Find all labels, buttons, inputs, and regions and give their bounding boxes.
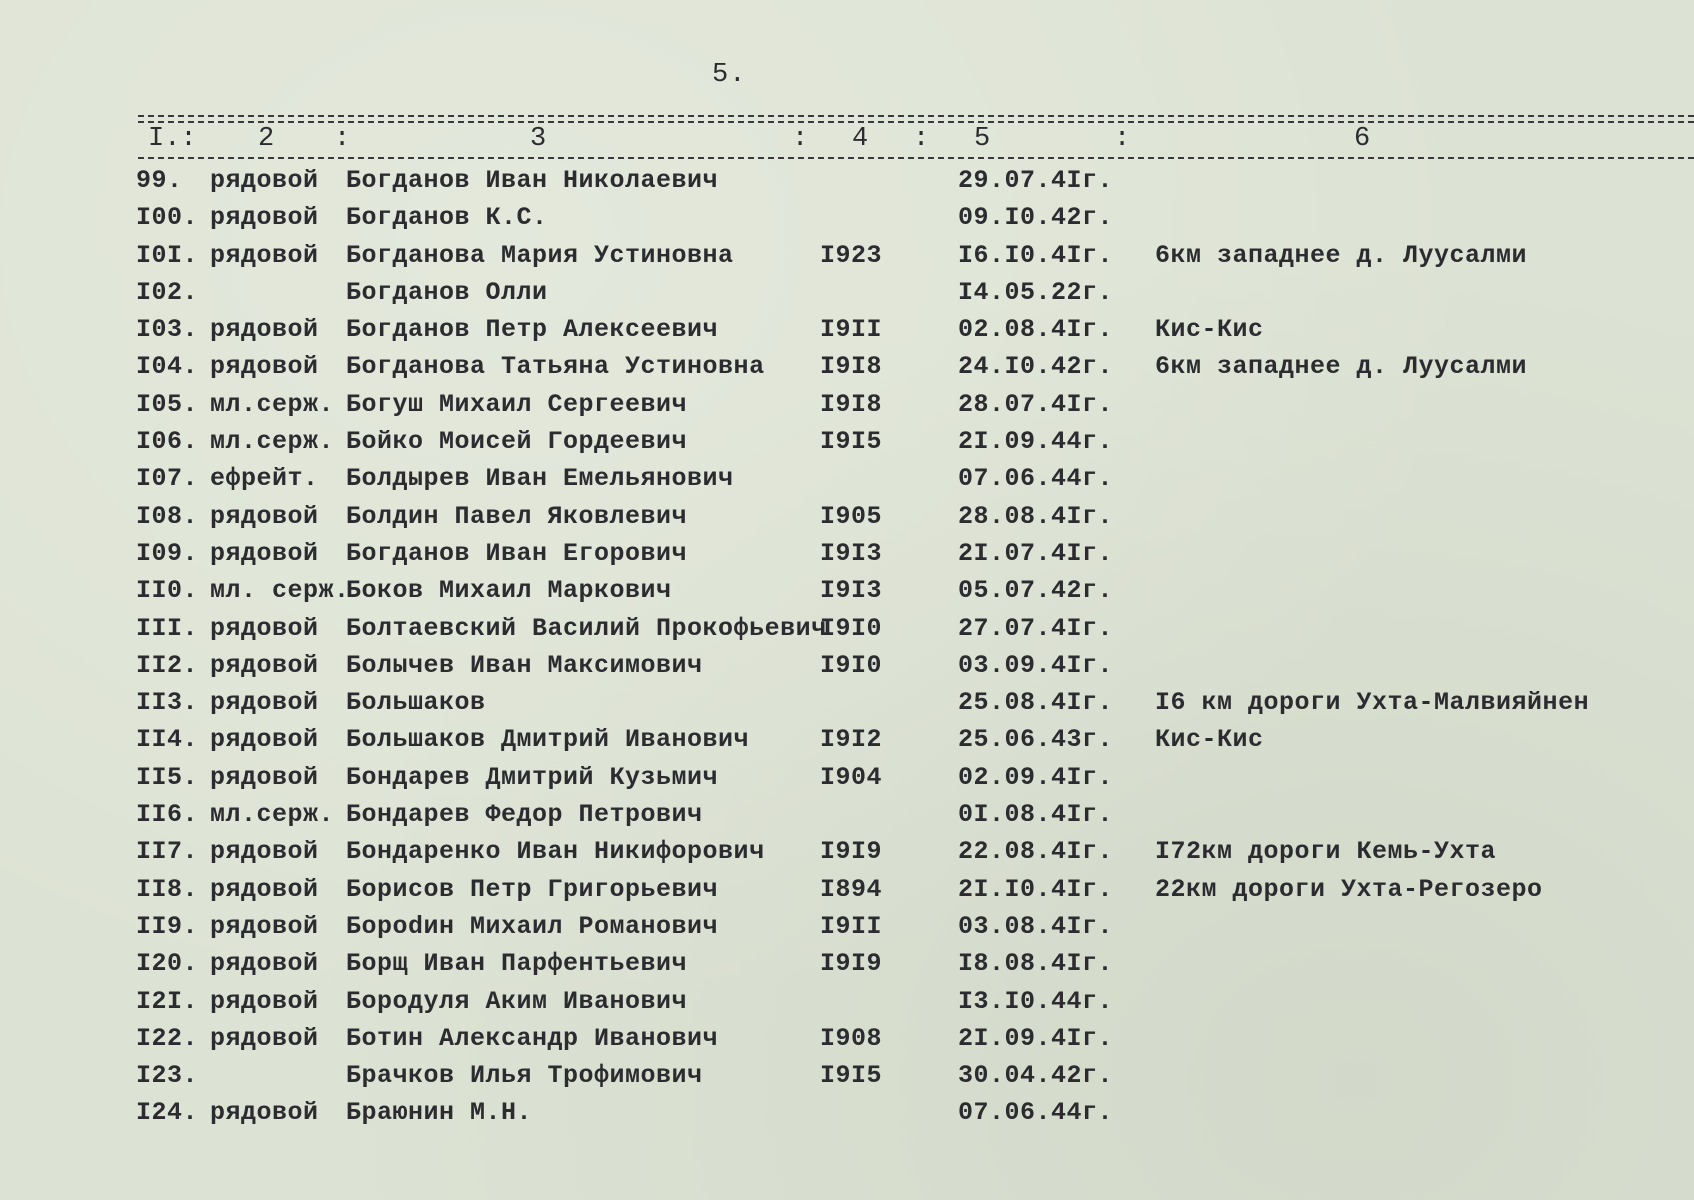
column-header-6: 6 xyxy=(1354,124,1371,154)
record-rank: мл.серж. xyxy=(210,800,335,830)
record-rank: рядовой xyxy=(210,911,319,941)
record-death-date: I8.08.4Iг. xyxy=(958,949,1114,979)
record-rank: рядовой xyxy=(210,725,319,755)
table-row xyxy=(0,759,1694,796)
record-death-date: 03.08.4Iг. xyxy=(958,911,1114,941)
record-number: I03. xyxy=(136,315,199,345)
record-name: Большаков Дмитрий Иванович xyxy=(346,725,750,755)
record-death-date: 09.I0.42г. xyxy=(958,203,1114,233)
record-rank: рядовой xyxy=(210,1023,319,1053)
record-death-date: 29.07.4Iг. xyxy=(958,166,1114,195)
record-rank: рядовой xyxy=(210,166,319,195)
record-name: Бородуля Аким Иванович xyxy=(346,986,688,1016)
record-death-date: 25.08.4Iг. xyxy=(958,688,1114,718)
record-name: Бондарев Дмитрий Кузьмич xyxy=(346,762,719,792)
record-name: Болычев Иван Максимович xyxy=(346,650,703,680)
record-list xyxy=(0,162,1694,1132)
record-death-date: 05.07.42г. xyxy=(958,576,1114,606)
record-number: II9. xyxy=(136,911,199,941)
record-burial-place: Кис-Кис xyxy=(1155,725,1264,755)
record-name: Богданов Олли xyxy=(346,277,548,307)
record-death-date: 22.08.4Iг. xyxy=(958,837,1114,867)
record-name: Богданова Мария Устиновна xyxy=(346,240,734,270)
record-name: Борисов Петр Григорьевич xyxy=(346,874,719,904)
header-rule-top-second xyxy=(138,121,1694,123)
record-name: Брачков Илья Трофимович xyxy=(346,1061,703,1091)
record-number: I04. xyxy=(136,352,199,382)
column-header-2: 2 xyxy=(258,124,275,154)
record-name: Богданов Иван Егорович xyxy=(346,538,688,568)
record-rank: рядовой xyxy=(210,688,319,718)
record-name: Богуш Михаил Сергеевич xyxy=(346,389,688,419)
table-row xyxy=(0,162,1694,199)
record-number: I07. xyxy=(136,464,199,494)
record-rank: рядовой xyxy=(210,538,319,568)
table-row xyxy=(0,311,1694,348)
table-row xyxy=(0,572,1694,609)
column-separator: : xyxy=(913,124,930,154)
record-name: Ботин Александр Иванович xyxy=(346,1023,719,1053)
table-row xyxy=(0,348,1694,385)
header-rule-bottom xyxy=(138,157,1694,159)
header-rule-top xyxy=(138,115,1694,117)
record-death-date: 0I.08.4Iг. xyxy=(958,800,1114,830)
record-number: II3. xyxy=(136,688,199,718)
record-number: II4. xyxy=(136,725,199,755)
record-birth-year: I9II xyxy=(820,315,883,345)
record-name: Богданова Татьяна Устиновна xyxy=(346,352,765,382)
table-row xyxy=(0,498,1694,535)
record-number: I2I. xyxy=(136,986,199,1016)
record-birth-year: I904 xyxy=(820,762,883,792)
table-row xyxy=(0,871,1694,908)
table-row xyxy=(0,796,1694,833)
record-birth-year: I9I3 xyxy=(820,576,883,606)
record-burial-place: Кис-Кис xyxy=(1155,315,1264,345)
record-birth-year: I9I5 xyxy=(820,1061,883,1091)
record-number: III. xyxy=(136,613,199,643)
record-name: Боков Михаил Маркович xyxy=(346,576,672,606)
record-number: I24. xyxy=(136,1098,199,1128)
record-death-date: 2I.09.4Iг. xyxy=(958,1023,1114,1053)
record-name: Бондаренко Иван Никифорович xyxy=(346,837,765,867)
record-number: I00. xyxy=(136,203,199,233)
record-birth-year: I9I8 xyxy=(820,389,883,419)
record-rank: рядовой xyxy=(210,501,319,531)
record-name: Бондарев Федор Петрович xyxy=(346,800,703,830)
table-row xyxy=(0,237,1694,274)
page-number: 5. xyxy=(712,60,747,90)
record-death-date: 30.04.42г. xyxy=(958,1061,1114,1091)
record-rank: рядовой xyxy=(210,352,319,382)
record-death-date: 07.06.44г. xyxy=(958,464,1114,494)
record-number: I09. xyxy=(136,538,199,568)
table-row xyxy=(0,833,1694,870)
record-rank: мл.серж. xyxy=(210,389,335,419)
record-name: Бойко Моисей Гордеевич xyxy=(346,427,688,457)
table-row xyxy=(0,1057,1694,1094)
record-number: I08. xyxy=(136,501,199,531)
table-row xyxy=(0,945,1694,982)
record-birth-year: I894 xyxy=(820,874,883,904)
record-birth-year: I9I5 xyxy=(820,427,883,457)
record-name: Борщ Иван Парфентьевич xyxy=(346,949,688,979)
record-name: Болдин Павел Яковлевич xyxy=(346,501,688,531)
table-row xyxy=(0,908,1694,945)
table-row xyxy=(0,1020,1694,1057)
record-burial-place: 6км западнее д. Луусалми xyxy=(1155,240,1528,270)
table-row xyxy=(0,647,1694,684)
record-name: Большаков xyxy=(346,688,486,718)
record-death-date: I3.I0.44г. xyxy=(958,986,1114,1016)
record-rank: рядовой xyxy=(210,613,319,643)
table-row xyxy=(0,386,1694,423)
record-rank: рядовой xyxy=(210,837,319,867)
table-row xyxy=(0,684,1694,721)
record-number: II7. xyxy=(136,837,199,867)
column-header-1: I.: xyxy=(148,124,197,154)
record-name: Богданов Иван Николаевич xyxy=(346,166,719,195)
record-rank: ефрейт. xyxy=(210,464,319,494)
record-birth-year: I9I9 xyxy=(820,837,883,867)
record-rank: рядовой xyxy=(210,762,319,792)
record-burial-place: 22км дороги Ухта-Регозеро xyxy=(1155,874,1543,904)
record-death-date: 02.08.4Iг. xyxy=(958,315,1114,345)
column-separator: : xyxy=(792,124,809,154)
record-number: I0I. xyxy=(136,240,199,270)
record-number: I05. xyxy=(136,389,199,419)
record-rank: рядовой xyxy=(210,986,319,1016)
record-birth-year: I9II xyxy=(820,911,883,941)
record-number: I02. xyxy=(136,277,199,307)
column-header-3: 3 xyxy=(530,124,547,154)
record-rank: рядовой xyxy=(210,874,319,904)
record-death-date: 28.08.4Iг. xyxy=(958,501,1114,531)
table-row xyxy=(0,610,1694,647)
column-separator: : xyxy=(1114,124,1131,154)
record-death-date: 07.06.44г. xyxy=(958,1098,1114,1128)
record-rank: рядовой xyxy=(210,1098,319,1128)
record-birth-year: I9I0 xyxy=(820,650,883,680)
record-rank: мл. серж. xyxy=(210,576,350,606)
record-death-date: 2I.09.44г. xyxy=(958,427,1114,457)
table-row xyxy=(0,1094,1694,1131)
record-death-date: 25.06.43г. xyxy=(958,725,1114,755)
record-rank: рядовой xyxy=(210,240,319,270)
column-header-4: 4 xyxy=(852,124,869,154)
table-row xyxy=(0,460,1694,497)
record-death-date: 27.07.4Iг. xyxy=(958,613,1114,643)
column-header-5: 5 xyxy=(974,124,991,154)
record-number: II8. xyxy=(136,874,199,904)
record-birth-year: I9I3 xyxy=(820,538,883,568)
record-rank: рядовой xyxy=(210,203,319,233)
record-rank: рядовой xyxy=(210,650,319,680)
table-row xyxy=(0,274,1694,311)
record-number: I22. xyxy=(136,1023,199,1053)
record-birth-year: I905 xyxy=(820,501,883,531)
record-rank: мл.серж. xyxy=(210,427,335,457)
record-burial-place: I6 км дороги Ухта-Малвияйнен xyxy=(1155,688,1590,718)
record-birth-year: I9I9 xyxy=(820,949,883,979)
record-birth-year: I923 xyxy=(820,240,883,270)
record-death-date: 2I.I0.4Iг. xyxy=(958,874,1114,904)
table-row xyxy=(0,721,1694,758)
record-burial-place: I72км дороги Кемь-Ухта xyxy=(1155,837,1497,867)
record-number: I23. xyxy=(136,1061,199,1091)
record-name: Болтаевский Василий Прокофьевич xyxy=(346,613,827,643)
record-name: Браюнин М.Н. xyxy=(346,1098,533,1128)
record-number: II5. xyxy=(136,762,199,792)
record-birth-year: I9I8 xyxy=(820,352,883,382)
table-row xyxy=(0,423,1694,460)
record-birth-year: I9I0 xyxy=(820,613,883,643)
table-row xyxy=(0,199,1694,236)
record-number: I20. xyxy=(136,949,199,979)
record-death-date: 03.09.4Iг. xyxy=(958,650,1114,680)
record-name: Богданов Петр Алексеевич xyxy=(346,315,719,345)
table-row xyxy=(0,983,1694,1020)
record-number: II6. xyxy=(136,800,199,830)
record-burial-place: 6км западнее д. Луусалми xyxy=(1155,352,1528,382)
record-birth-year: I908 xyxy=(820,1023,883,1053)
record-name: Болдырев Иван Емельянович xyxy=(346,464,734,494)
record-number: I06. xyxy=(136,427,199,457)
record-name: Богданов К.С. xyxy=(346,203,548,233)
record-name: Борodин Михаил Романович xyxy=(346,911,719,941)
table-row xyxy=(0,535,1694,572)
record-rank: рядовой xyxy=(210,949,319,979)
record-number: 99. xyxy=(136,166,183,195)
column-separator: : xyxy=(334,124,351,154)
record-rank: рядовой xyxy=(210,315,319,345)
record-death-date: I6.I0.4Iг. xyxy=(958,240,1114,270)
record-death-date: 24.I0.42г. xyxy=(958,352,1114,382)
record-number: II2. xyxy=(136,650,199,680)
record-death-date: 02.09.4Iг. xyxy=(958,762,1114,792)
record-death-date: 28.07.4Iг. xyxy=(958,389,1114,419)
record-death-date: 2I.07.4Iг. xyxy=(958,538,1114,568)
record-death-date: I4.05.22г. xyxy=(958,277,1114,307)
record-birth-year: I9I2 xyxy=(820,725,883,755)
record-number: II0. xyxy=(136,576,199,606)
